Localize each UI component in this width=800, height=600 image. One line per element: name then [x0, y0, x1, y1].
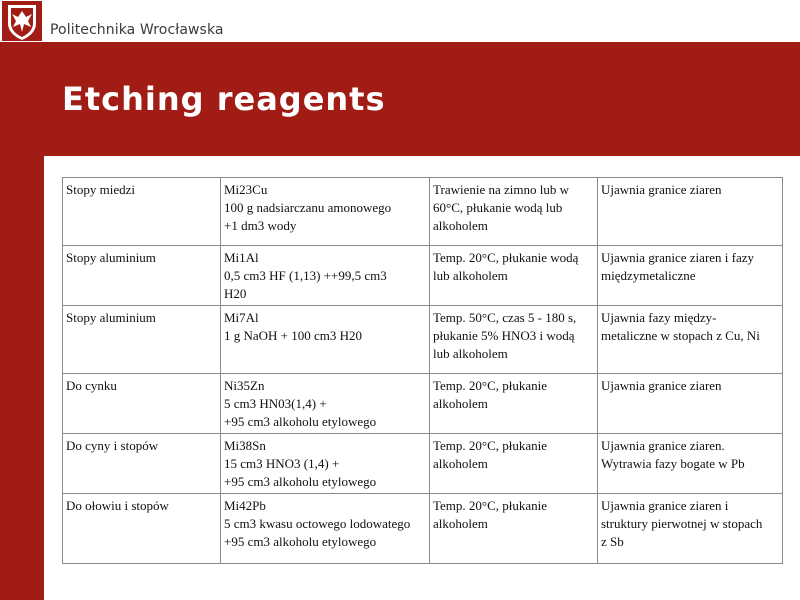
- procedure-cell: Temp. 20°C, płukanie alkoholem: [430, 494, 598, 564]
- reagent-cell: Mi38Sn 15 cm3 HNO3 (1,4) + +95 cm3 alkoholu etylowego: [221, 434, 430, 494]
- header-bar: [0, 0, 800, 42]
- material-cell: Do cyny i stopów: [63, 434, 221, 494]
- table-row: [63, 246, 783, 306]
- material-cell: Stopy miedzi: [63, 178, 221, 246]
- effect-cell: Ujawnia granice ziaren i fazy międzymetaliczne: [598, 246, 783, 306]
- reagent-cell: Mi42Pb 5 cm3 kwasu octowego lodowatego +95 cm3 alkoholu etylowego: [221, 494, 430, 564]
- slide-title: Etching reagents: [62, 80, 386, 118]
- table-row: [63, 306, 783, 374]
- left-accent-strip: [0, 42, 44, 600]
- procedure-cell: Temp. 20°C, płukanie wodą lub alkoholem: [430, 246, 598, 306]
- table-row: [63, 178, 783, 246]
- effect-cell: Ujawnia granice ziaren i struktury pierwotnej w stopach z Sb: [598, 494, 783, 564]
- eagle-shield-icon: [2, 1, 42, 41]
- material-cell: Do ołowiu i stopów: [63, 494, 221, 564]
- institution-name: Politechnika Wrocławska: [50, 22, 224, 38]
- material-cell: Stopy aluminium: [63, 306, 221, 374]
- procedure-cell: Temp. 50°C, czas 5 - 180 s, płukanie 5% HNO3 i wodą lub alkoholem: [430, 306, 598, 374]
- material-cell: Stopy aluminium: [63, 246, 221, 306]
- table-row: [63, 374, 783, 434]
- effect-cell: Ujawnia granice ziaren: [598, 178, 783, 246]
- effect-cell: Ujawnia granice ziaren. Wytrawia fazy bogate w Pb: [598, 434, 783, 494]
- reagent-cell: Mi1Al 0,5 cm3 HF (1,13) ++99,5 cm3 H20: [221, 246, 430, 306]
- reagent-cell: Mi7Al 1 g NaOH + 100 cm3 H20: [221, 306, 430, 374]
- effect-cell: Ujawnia granice ziaren: [598, 374, 783, 434]
- reagent-cell: Mi23Cu 100 g nadsiarczanu amonowego +1 dm3 wody: [221, 178, 430, 246]
- procedure-cell: Temp. 20°C, płukanie alkoholem: [430, 374, 598, 434]
- procedure-cell: Temp. 20°C, płukanie alkoholem: [430, 434, 598, 494]
- material-cell: Do cynku: [63, 374, 221, 434]
- table-row: [63, 434, 783, 494]
- procedure-cell: Trawienie na zimno lub w 60°C, płukanie wodą lub alkoholem: [430, 178, 598, 246]
- etching-reagents-table: [62, 177, 783, 564]
- table-row: [63, 494, 783, 564]
- effect-cell: Ujawnia fazy między- metaliczne w stopach z Cu, Ni: [598, 306, 783, 374]
- reagent-cell: Ni35Zn 5 cm3 HN03(1,4) + +95 cm3 alkoholu etylowego: [221, 374, 430, 434]
